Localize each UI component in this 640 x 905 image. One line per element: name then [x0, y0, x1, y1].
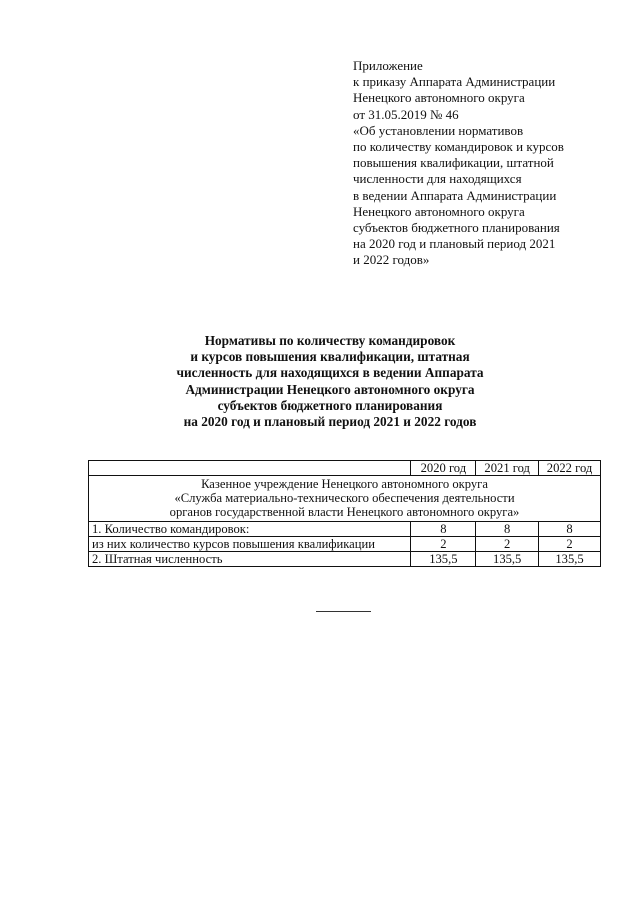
title-line: субъектов бюджетного планирования: [217, 397, 443, 413]
institution-line: органов государственной власти Ненецкого автономного округа»: [169, 505, 520, 519]
institution-cell: [89, 476, 601, 522]
title-line: численность для находящихся в ведении Аппарата: [176, 365, 484, 381]
corner-cell: [89, 461, 411, 476]
row-value: 2: [411, 537, 476, 552]
table-header-row: [89, 461, 601, 476]
title-line: на 2020 год и плановый период 2021 и 2022 годов: [183, 414, 477, 430]
title-line: и курсов повышения квалификации, штатная: [190, 349, 470, 365]
row-value: 8: [411, 522, 476, 537]
norms-table: [88, 460, 601, 567]
row-value: 135,5: [411, 552, 476, 567]
title-line: Администрации Ненецкого автономного округа: [185, 381, 475, 397]
appendix-line: Ненецкого автономного округа: [353, 203, 525, 219]
year-header: 2020 год: [411, 461, 476, 476]
appendix-line: повышения квалификации, штатной: [353, 155, 554, 171]
appendix-line: к приказу Аппарата Администрации: [353, 74, 556, 90]
row-value: 135,5: [539, 552, 601, 567]
year-header: 2022 год: [539, 461, 601, 476]
row-value: 8: [539, 522, 601, 537]
appendix-line: Ненецкого автономного округа: [353, 90, 525, 106]
title-line: Нормативы по количеству командировок: [204, 333, 456, 348]
appendix-line: Приложение: [353, 58, 423, 73]
row-value: 8: [476, 522, 539, 537]
appendix-line: на 2020 год и плановый период 2021: [353, 236, 556, 252]
appendix-line: от 31.05.2019 № 46: [353, 106, 459, 122]
row-value: 2: [476, 537, 539, 552]
document-title: [130, 333, 530, 430]
end-divider: [316, 611, 371, 612]
row-label: из них количество курсов повышения квалификации: [89, 537, 411, 552]
appendix-line: в ведении Аппарата Администрации: [353, 187, 557, 203]
year-header: 2021 год: [476, 461, 539, 476]
table-row: [89, 537, 601, 552]
row-label: 2. Штатная численность: [89, 552, 411, 567]
appendix-block: [353, 58, 623, 269]
institution-line: «Служба материально-технического обеспечения деятельности: [174, 491, 515, 505]
appendix-line: субъектов бюджетного планирования: [353, 220, 560, 236]
appendix-line: и 2022 годов»: [353, 252, 430, 268]
row-value: 135,5: [476, 552, 539, 567]
table-row: [89, 552, 601, 567]
appendix-line: по количеству командировок и курсов: [353, 139, 564, 155]
institution-line: Казенное учреждение Ненецкого автономного округа: [201, 477, 488, 491]
row-label: 1. Количество командировок:: [89, 522, 411, 537]
appendix-line: «Об установлении нормативов: [353, 122, 524, 138]
institution-row: [89, 476, 601, 522]
appendix-line: численности для находящихся: [353, 171, 522, 187]
table-row: [89, 522, 601, 537]
row-value: 2: [539, 537, 601, 552]
